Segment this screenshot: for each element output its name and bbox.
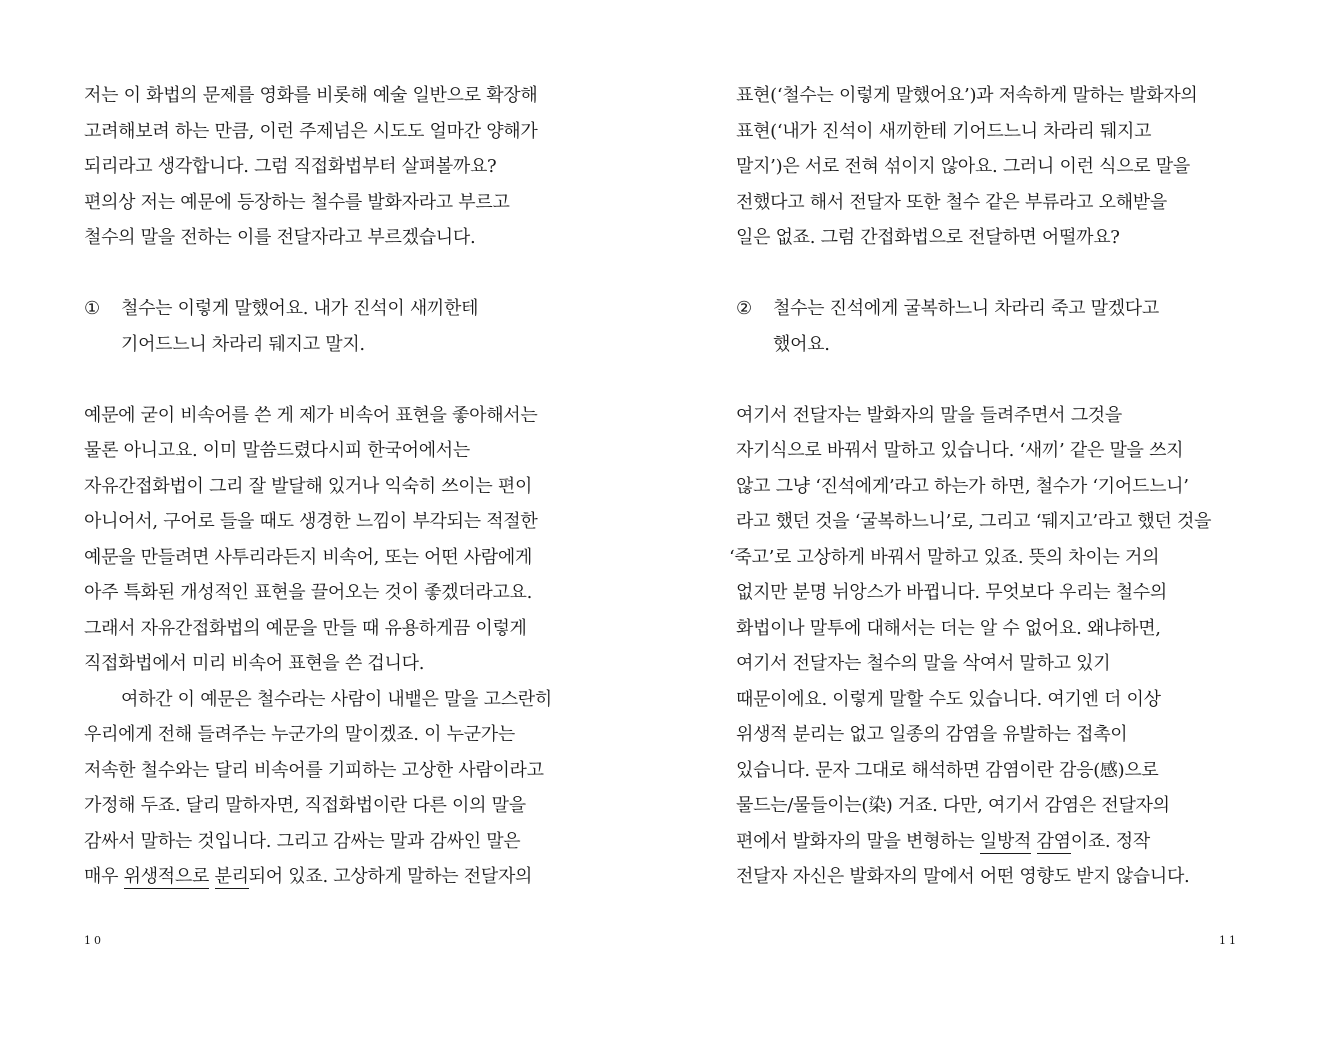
example-1: [84, 291, 604, 362]
text-line: ‘죽고’로 고상하게 바꿔서 말하고 있죠. 뜻의 차이는 거의: [729, 546, 1160, 568]
text-line: 그래서 자유간접화법의 예문을 만들 때 유용하게끔 이렇게: [84, 617, 527, 639]
text-line: 아니어서, 구어로 들을 때도 생경한 느낌이 부각되는 적절한: [84, 511, 538, 532]
text-line: 저속한 철수와는 달리 비속어를 기피하는 고상한 사람이라고: [84, 759, 544, 781]
right-page: [662, 0, 1323, 1051]
page-number: 10: [84, 934, 104, 947]
text-line: 아주 특화된 개성적인 표현을 끌어오는 것이 좋겠더라고요.: [84, 582, 533, 603]
text-line: 물론 아니고요. 이미 말씀드렸다시피 한국어에서는: [84, 440, 470, 461]
text-line-underlined: 매우 위생적으로 분리되어 있죠. 고상하게 말하는 전달자의: [84, 866, 533, 887]
text-line: 가정해 두죠. 달리 말하자면, 직접화법이란 다른 이의 말을: [84, 795, 526, 816]
underlined-word: 적: [1014, 830, 1032, 852]
text-line: 되리라고 생각합니다. 그럼 직접화법부터 살펴볼까요?: [84, 156, 497, 177]
text-line: 여하간 이 예문은 철수라는 사람이 내뱉은 말을 고스란히: [121, 688, 552, 710]
text-line: 않고 그냥 ‘진석에게’라고 하는가 하면, 철수가 ‘기어드느니’: [736, 475, 1189, 497]
paragraph-2: [84, 398, 604, 682]
text-line: 전달자 자신은 발화자의 말에서 어떤 영향도 받지 않습니다.: [736, 866, 1190, 887]
text-line-underlined: 편에서 발화자의 말을 변형하는 일방적 감염이죠. 정작: [736, 830, 1150, 852]
text-line: 자기식으로 바꿔서 말하고 있습니다. ‘새끼’ 같은 말을 쓰지: [736, 440, 1184, 461]
example-marker: ②: [736, 298, 752, 319]
left-text-column: [84, 78, 604, 895]
page-number: 11: [1219, 934, 1239, 947]
example-line: 기어드느니 차라리 뒈지고 말지.: [121, 333, 365, 355]
text-line: 여기서 전달자는 철수의 말을 삭여서 말하고 있기: [736, 653, 1111, 674]
text-line: 예문을 만들려면 사투리라든지 비속어, 또는 어떤 사람에게: [84, 546, 533, 568]
text-line: 없지만 분명 뉘앙스가 바뀝니다. 무엇보다 우리는 철수의: [736, 582, 1167, 603]
left-page: [0, 0, 661, 1051]
right-text-column: [729, 78, 1256, 895]
paragraph-1: [736, 78, 1256, 256]
text-line: 자유간접화법이 그리 잘 발달해 있거나 익숙히 쓰이는 편이: [84, 475, 533, 497]
paragraph-2: [729, 398, 1256, 895]
text-line: 때문이에요. 이렇게 말할 수도 있습니다. 여기엔 더 이상: [736, 688, 1161, 710]
paragraph-3: [84, 682, 604, 895]
text-line: 감싸서 말하는 것입니다. 그리고 감싸는 말과 감싸인 말은: [84, 830, 521, 852]
text-line: 전했다고 해서 전달자 또한 철수 같은 부류라고 오해받을: [736, 191, 1167, 213]
underlined-word: 염: [1053, 830, 1071, 852]
paragraph-1: [84, 78, 604, 256]
underlined-word: 분리: [214, 866, 249, 887]
underlined-word: 방: [996, 830, 1015, 852]
text-line: 철수의 말을 전하는 이를 전달자라고 부르겠습니다.: [84, 227, 476, 248]
text-line: 우리에게 전해 들려주는 누군가의 말이겠죠. 이 누군가는: [84, 724, 515, 745]
text-line: 표현(‘내가 진석이 새끼한테 기어드느니 차라리 뒈지고: [736, 120, 1152, 142]
text-line: 표현(‘철수는 이렇게 말했어요’)과 저속하게 말하는 발화자의: [736, 85, 1198, 106]
text-line: 일은 없죠. 그럼 간접화법으로 전달하면 어떨까요?: [736, 227, 1120, 248]
underlined-word: 감: [1036, 830, 1054, 852]
text-line: 말지’)은 서로 전혀 섞이지 않아요. 그러니 이런 식으로 말을: [736, 156, 1190, 177]
text-line: 예문에 굳이 비속어를 쓴 게 제가 비속어 표현을 좋아해서는: [84, 404, 538, 426]
underlined-word: 적: [157, 866, 175, 887]
example-2: [736, 291, 1256, 362]
example-line: 철수는 이렇게 말했어요. 내가 진석이 새끼한테: [121, 298, 479, 319]
text-line: 편의상 저는 예문에 등장하는 철수를 발화자라고 부르고: [84, 191, 510, 213]
text-line: 여기서 전달자는 발화자의 말을 들려주면서 그것을: [736, 404, 1122, 426]
underlined-word: 으로: [174, 866, 210, 887]
example-marker: ①: [84, 298, 100, 319]
text-line: 직접화법에서 미리 비속어 표현을 쓴 겁니다.: [84, 653, 425, 674]
underlined-word: 위: [123, 866, 141, 887]
text-line: 있습니다. 문자 그대로 해석하면 감염이란 감응(感)으로: [736, 759, 1159, 781]
text-line: 라고 했던 것을 ‘굴복하느니’로, 그리고 ‘뒈지고’라고 했던 것을: [736, 511, 1212, 532]
underlined-word: 일: [979, 830, 997, 852]
text-line: 물드는/물들이는(染) 거죠. 다만, 여기서 감염은 전달자의: [736, 795, 1170, 816]
example-line: 했어요.: [773, 333, 830, 355]
text-line: 화법이나 말투에 대해서는 더는 알 수 없어요. 왜냐하면,: [736, 617, 1161, 639]
text-line: 저는 이 화법의 문제를 영화를 비롯해 예술 일반으로 확장해: [84, 85, 538, 106]
text-line: 고려해보려 하는 만큼, 이런 주제넘은 시도도 얼마간 양해가: [84, 120, 538, 142]
underlined-word: 생: [140, 866, 158, 887]
text-line: 위생적 분리는 없고 일종의 감염을 유발하는 접촉이: [736, 724, 1128, 745]
example-line: 철수는 진석에게 굴복하느니 차라리 죽고 말겠다고: [773, 298, 1159, 319]
